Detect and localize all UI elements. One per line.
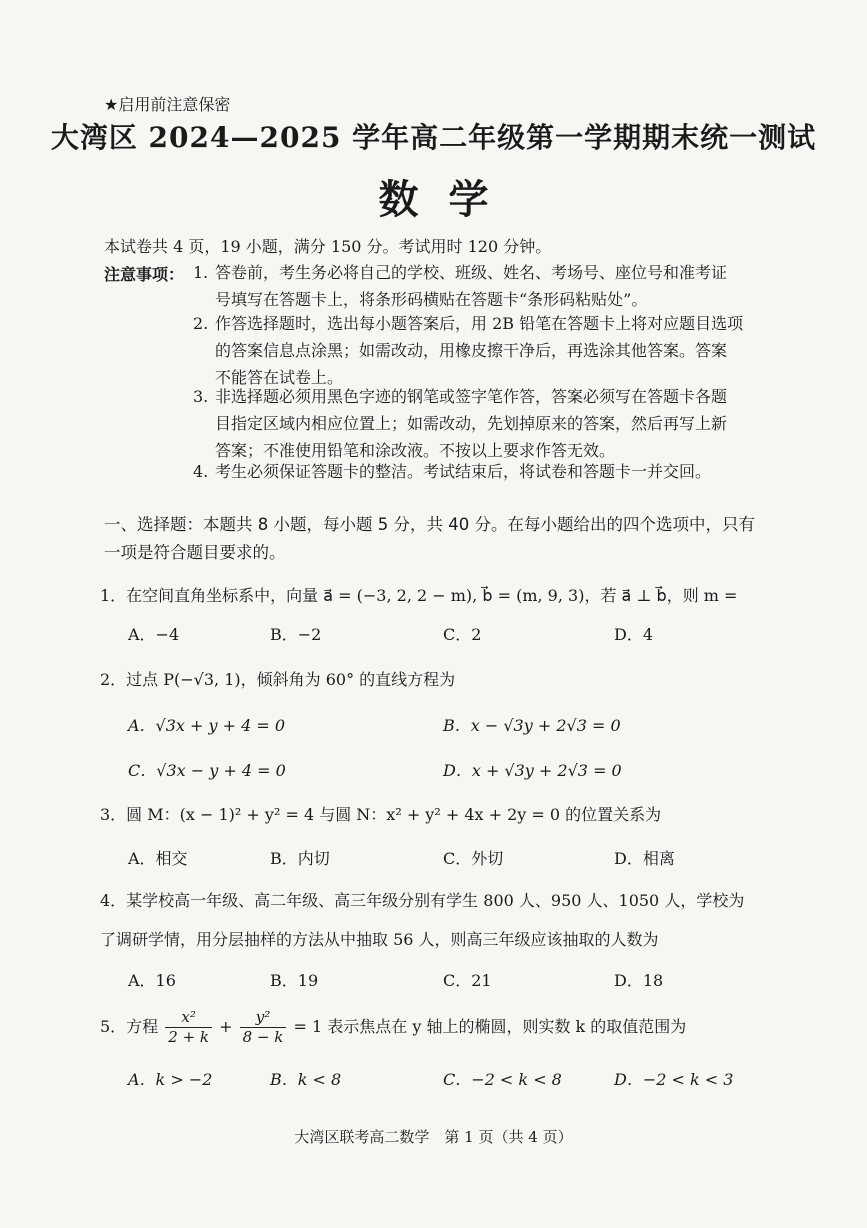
note-item-1	[193, 259, 727, 313]
note-line: 不能答在试卷上。	[215, 368, 344, 387]
fraction-numerator: y²	[240, 1008, 287, 1028]
q1-option-c: C．2	[443, 625, 482, 644]
note-number: 2.	[193, 314, 209, 333]
q4-option-b: B．19	[270, 971, 319, 990]
q5-suffix: = 1 表示焦点在 y 轴上的椭圆，则实数 k 的取值范围为	[293, 1017, 687, 1036]
q2-option-c: C．√3x − y + 4 = 0	[128, 761, 286, 780]
q1-option-d: D．4	[614, 625, 654, 644]
question-2-stem: 2．过点 P(−√3, 1)，倾斜角为 60° 的直线方程为	[100, 670, 456, 689]
q2-option-d: D．x + √3y + 2√3 = 0	[443, 761, 622, 780]
subject-title: 数学	[378, 176, 519, 223]
note-number: 4.	[193, 462, 209, 481]
q5-fraction-x	[165, 1008, 212, 1047]
section-line: 一项是符合题目要求的。	[104, 543, 286, 562]
q4-option-c: C．21	[443, 971, 492, 990]
note-item-3	[193, 383, 727, 464]
note-number: 3.	[193, 387, 209, 406]
q1-option-a: A．−4	[128, 625, 180, 644]
exam-info: 本试卷共 4 页，19 小题，满分 150 分。考试用时 120 分钟。	[104, 237, 552, 256]
q5-option-d: D．−2 < k < 3	[614, 1070, 734, 1089]
q5-plus: +	[219, 1017, 233, 1036]
fraction-denominator: 2 + k	[168, 1028, 210, 1046]
note-item-4	[193, 458, 711, 485]
q3-option-c: C．外切	[443, 849, 504, 868]
note-line: 非选择题必须用黑色字迹的钢笔或签字笔作答，答案必须写在答题卡各题	[215, 387, 728, 406]
notes-label: 注意事项：	[104, 265, 185, 284]
question-5-stem	[100, 1008, 686, 1047]
note-number: 1.	[193, 263, 209, 282]
section-header	[104, 511, 755, 567]
q2-option-b: B．x − √3y + 2√3 = 0	[443, 716, 621, 735]
note-line: 答卷前，考生务必将自己的学校、班级、姓名、考场号、座位号和准考证	[215, 263, 728, 282]
note-line: 目指定区域内相应位置上；如需改动，先划掉原来的答案，然后再写上新	[215, 414, 728, 433]
fraction-numerator: x²	[165, 1008, 212, 1028]
q1-option-b: B．−2	[270, 625, 322, 644]
q3-option-b: B．内切	[270, 849, 330, 868]
q3-option-d: D．相离	[614, 849, 675, 868]
q5-option-a: A．k > −2	[128, 1070, 213, 1089]
question-3-stem: 3．圆 M：(x − 1)² + y² = 4 与圆 N：x² + y² + 4x + 2y = 0 的位置关系为	[100, 805, 662, 824]
note-item-2	[193, 310, 743, 391]
q5-option-c: C．−2 < k < 8	[443, 1070, 562, 1089]
q5-option-b: B．k < 8	[270, 1070, 342, 1089]
question-4-line: 了调研学情，用分层抽样的方法从中抽取 56 人，则高三年级应该抽取的人数为	[100, 930, 659, 949]
q5-prefix: 5．方程	[100, 1017, 159, 1036]
note-line: 考生必须保证答题卡的整洁。考试结束后，将试卷和答题卡一并交回。	[215, 462, 712, 481]
note-line: 号填写在答题卡上，将条形码横贴在答题卡“条形码粘贴处”。	[215, 290, 648, 309]
q3-option-a: A．相交	[128, 849, 188, 868]
note-line: 答案；不准使用铅笔和涂改液。不按以上要求作答无效。	[215, 441, 616, 460]
question-4-line: 4．某学校高一年级、高二年级、高三年级分别有学生 800 人、950 人、1050 人，学校为	[100, 891, 745, 910]
confidential-mark: ★启用前注意保密	[104, 95, 231, 114]
page-footer: 大湾区联考高二数学 第 1 页（共 4 页）	[294, 1128, 573, 1146]
q2-option-a: A．√3x + y + 4 = 0	[128, 716, 286, 735]
note-line: 作答选择题时，选出每小题答案后，用 2B 铅笔在答题卡上将对应题目选项	[215, 314, 744, 333]
q4-option-a: A．16	[128, 971, 176, 990]
question-1-stem: 1．在空间直角坐标系中，向量 a⃗ = (−3, 2, 2 − m), b⃗ = (m, 9, 3)，若 a⃗ ⊥ b⃗，则 m =	[100, 586, 738, 605]
q4-option-d: D．18	[614, 971, 664, 990]
exam-title: 大湾区 2024—2025 学年高二年级第一学期期末统一测试	[50, 121, 817, 154]
note-line: 的答案信息点涂黑；如需改动，用橡皮擦干净后，再选涂其他答案。答案	[215, 341, 728, 360]
q5-fraction-y	[240, 1008, 287, 1047]
section-line: 一、选择题：本题共 8 小题，每小题 5 分，共 40 分。在每小题给出的四个选项中，只有	[104, 515, 755, 534]
fraction-denominator: 8 − k	[242, 1028, 284, 1046]
